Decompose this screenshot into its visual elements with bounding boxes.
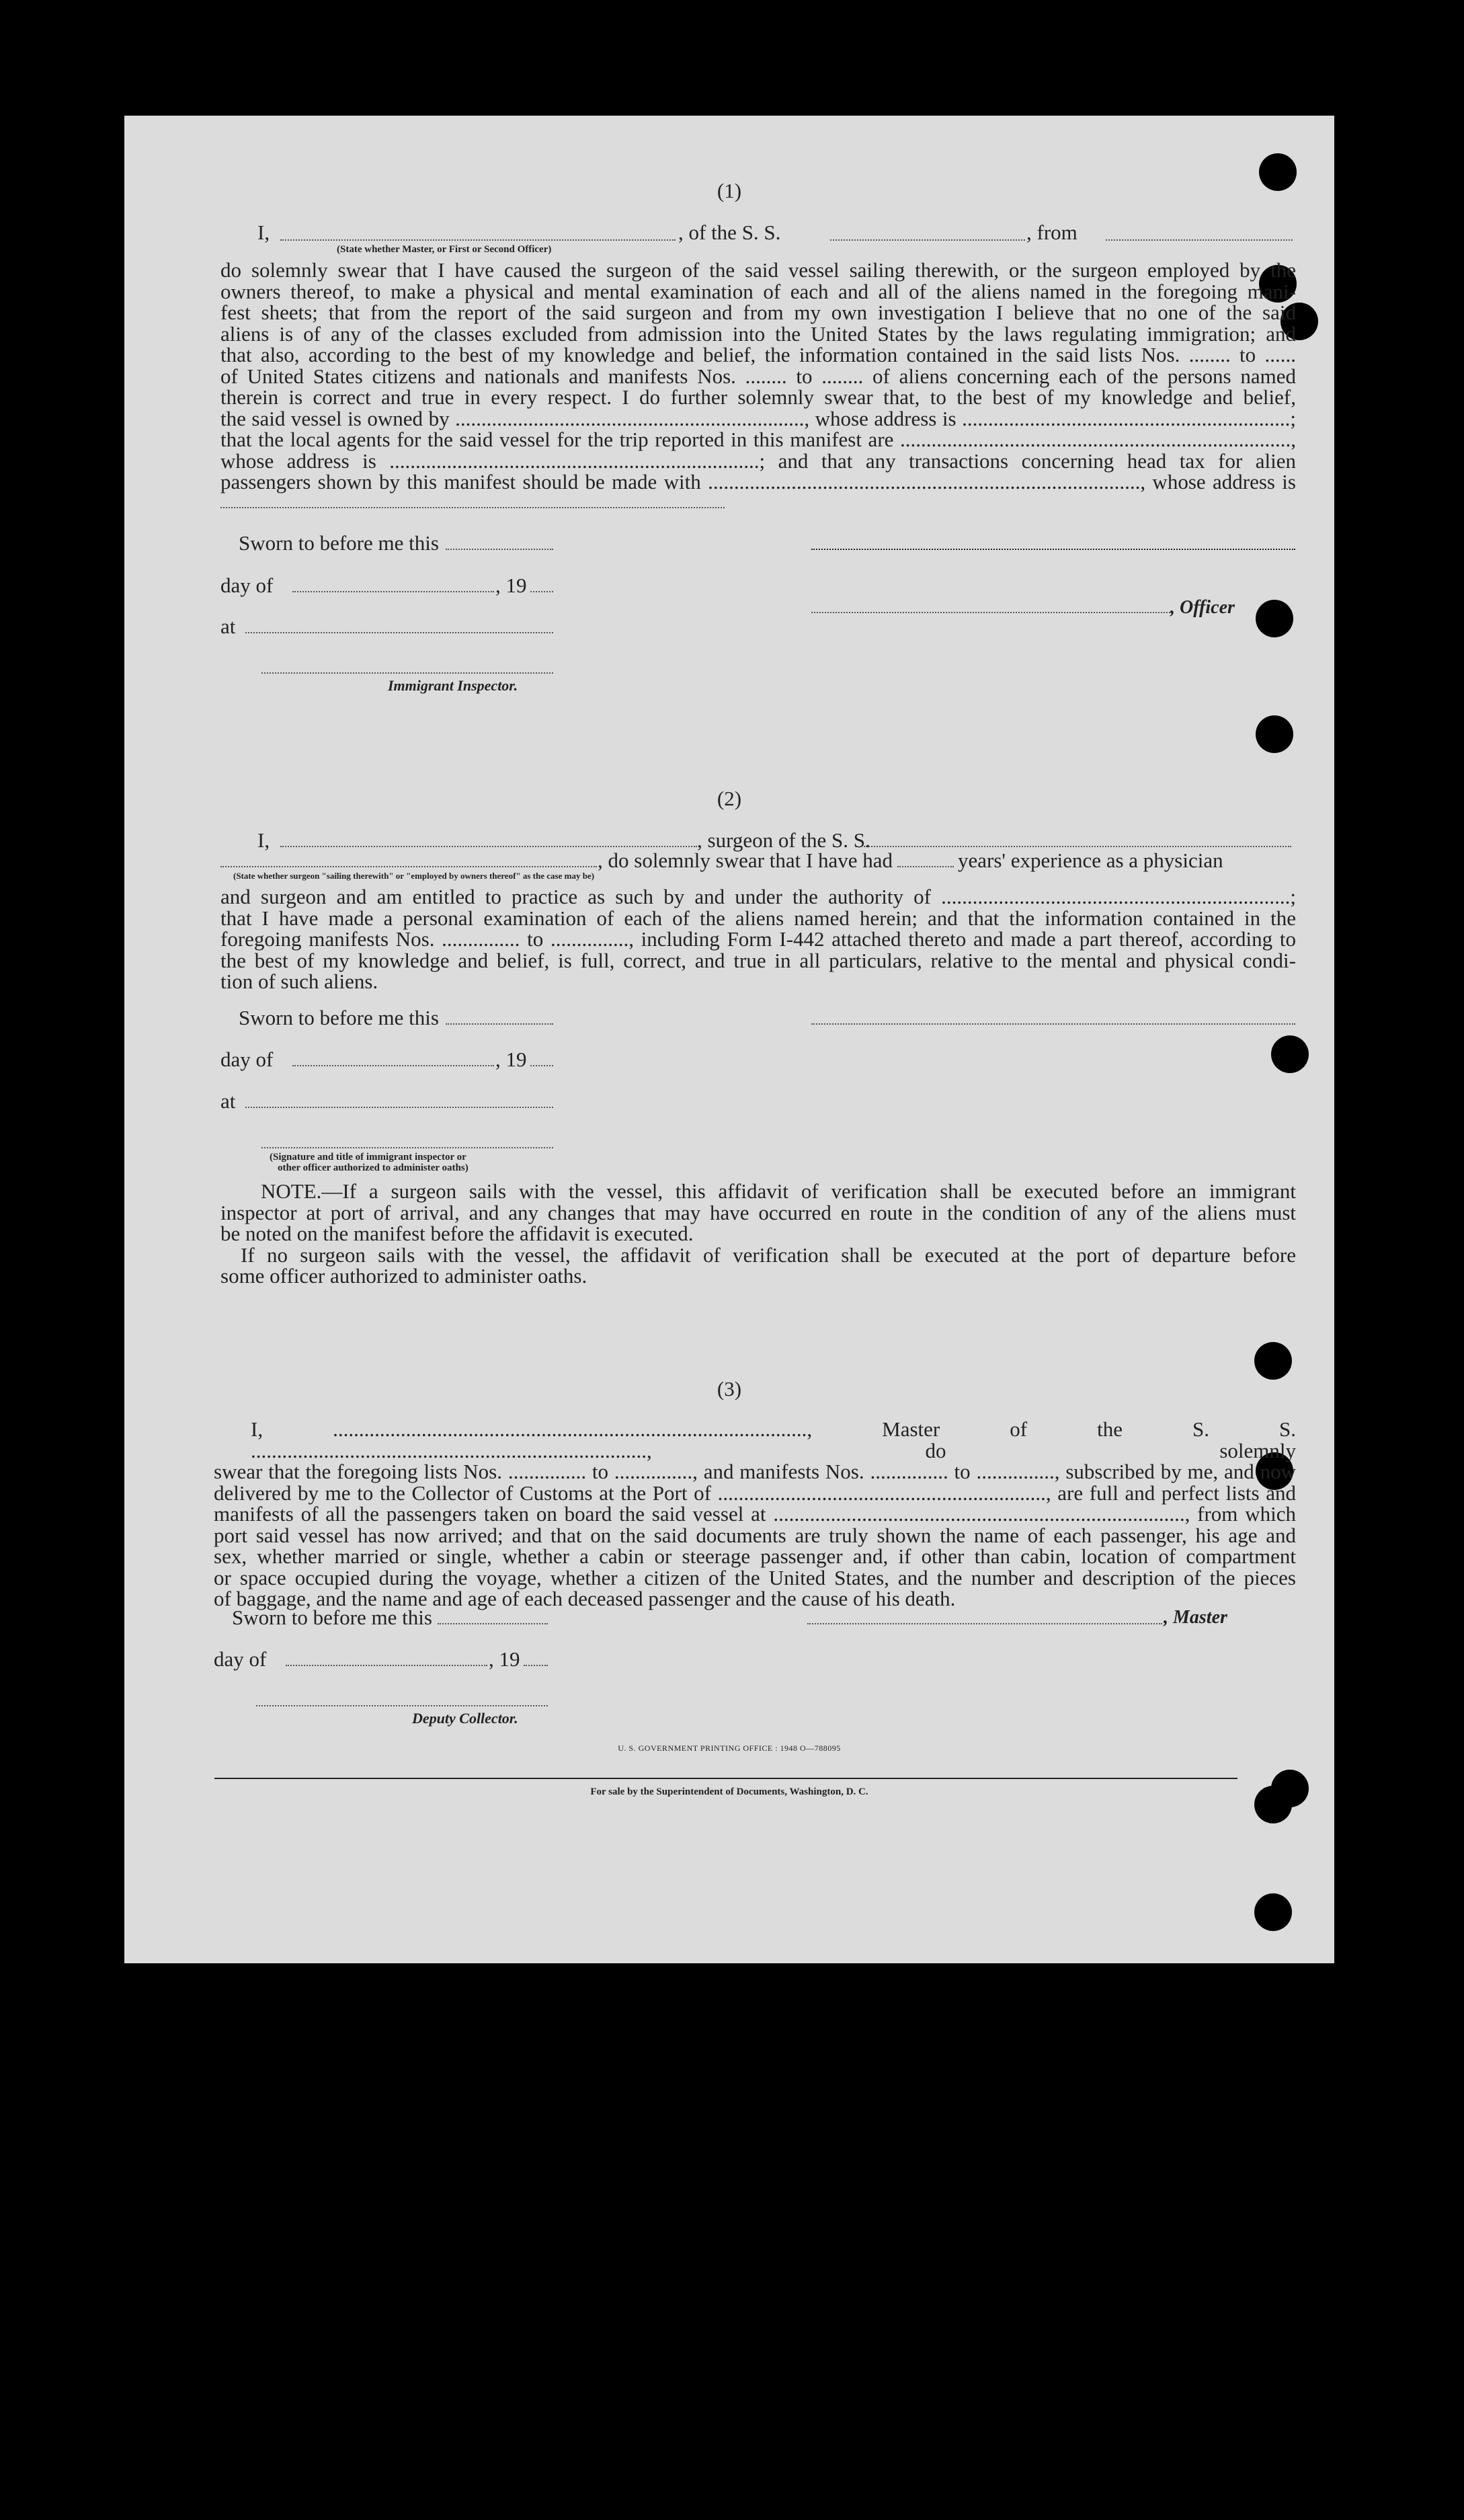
s1-day-blank: [292, 591, 494, 592]
punch-hole: [1254, 1342, 1292, 1380]
s3-oath-paragraph: I, ..........................................................................................., Master of the S. S. ............................................................................, do solemnly swear that the foregoing lists Nos. ............... to ..............., and manifests Nos. ............... to ..............., subscribed by me, and now delivered by me to the Collector of Customs at the Port of ..............................................................., are full and perfect lists and manifests of all the passengers taken on board the said vessel at ..............................................................................., from which port said vessel has now arrived; and that on the said documents are truly shown the name of each passenger, his age and sex, whether married or single, whether a cabin or steerage passenger and, if other than cabin, location of compartment or space occupied during the voyage, whether a citizen of the United States, and the number and description of the pieces of baggage, and the name and age of each deceased passenger and the cause of his death.: [214, 1417, 1296, 1610]
s2-line1-i: I,: [257, 828, 270, 852]
s3-collector-blank: [256, 1705, 548, 1706]
s2-inspector-blank: [261, 1147, 553, 1148]
s1-year: , 19: [495, 574, 527, 597]
s2-at: at: [220, 1089, 236, 1113]
s2-name-blank: [280, 846, 697, 847]
punch-hole: [1254, 1893, 1292, 1931]
s1-sworn-blank: [446, 549, 553, 550]
s1-officer-label: , Officer: [1170, 597, 1235, 618]
s2-note-paragraph: NOTE.—If a surgeon sails with the vessel, this affidavit of verification shall be executed before an immigrant inspector at port of arrival, and any changes that may have occurred en route in the condition of any of the aliens must be noted on the manifest before the affidavit is executed. If no surgeon sails with the vessel, the affidavit of verification shall be executed at the port of departure before some officer authorized to administer oaths.: [220, 1179, 1296, 1288]
printing-office-imprint: U. S. GOVERNMENT PRINTING OFFICE : 1948 O—788095: [618, 1743, 841, 1753]
s3-day-blank: [286, 1665, 487, 1666]
s3-day-of: day of: [214, 1647, 267, 1671]
s3-master-blank: [807, 1623, 1162, 1624]
s1-officer-signature-line: [811, 549, 1295, 550]
sale-notice: For sale by the Superintendent of Documents, Washington, D. C.: [590, 1786, 868, 1797]
s2-sworn-blank: [446, 1023, 553, 1025]
s3-sworn-blank: [438, 1623, 548, 1624]
s1-line1-ship: , of the S. S.: [678, 221, 781, 244]
s1-officer-blank: [280, 239, 676, 241]
s2-surgeon-note: (State whether surgeon "sailing therewith" or "employed by owners thereof" as the case may be): [233, 871, 595, 881]
s2-sig-note-1: (Signature and title of immigrant inspector or: [270, 1152, 466, 1163]
s2-sworn-label: Sworn to before me this: [239, 1006, 439, 1029]
s1-at-blank: [245, 632, 553, 633]
s2-line2-swear: , do solemnly swear that I have had: [598, 849, 893, 872]
s2-status-blank: [220, 866, 597, 867]
s2-day-blank: [292, 1065, 494, 1066]
s2-at-blank: [245, 1107, 553, 1108]
s2-years-blank: [897, 866, 954, 867]
s1-officer-note: (State whether Master, or First or Second Officer): [337, 244, 552, 255]
footer-rule: [214, 1778, 1237, 1779]
s1-officer-blank-2: [811, 612, 1170, 613]
s1-ship-blank: [830, 239, 1025, 241]
s3-year: , 19: [489, 1647, 520, 1671]
s2-year: , 19: [495, 1048, 527, 1071]
s1-year-blank: [530, 591, 553, 592]
s1-line1-i: I,: [257, 221, 270, 244]
s2-line1-surgeon: , surgeon of the S. S.: [697, 828, 870, 852]
punch-hole: [1256, 715, 1293, 753]
section-1-number: (1): [717, 179, 742, 202]
s2-oath-paragraph: and surgeon and am entitled to practice as such by and under the authority of ...................................................................; that I have made a personal examination of each of the aliens named herein; and that the information contained in the foregoing manifests Nos. ............... to ..............., including Form I-442 attached thereto and made a part thereof, according to the best of my knowledge and belief, is full, correct, and true in all particulars, relative to the mental and physical condi- tion of such aliens.: [220, 885, 1296, 993]
s1-address-blank: [220, 507, 725, 508]
s2-day-of: day of: [220, 1048, 274, 1071]
s1-from-blank: [1106, 239, 1293, 241]
s2-sig-note-2: other officer authorized to administer oaths): [278, 1163, 469, 1173]
s1-at: at: [220, 615, 236, 638]
section-3-number: (3): [717, 1377, 742, 1401]
s3-sworn-label: Sworn to before me this: [232, 1606, 432, 1629]
punch-hole: [1271, 1035, 1309, 1073]
s1-inspector-label: Immigrant Inspector.: [388, 677, 518, 694]
s1-line1-from: , from: [1026, 221, 1077, 244]
s2-line2-years: years' experience as a physician: [958, 849, 1223, 872]
s2-ship-blank: [864, 846, 1291, 847]
punch-hole: [1256, 600, 1293, 637]
s1-day-of: day of: [220, 574, 274, 597]
s3-master-label: , Master: [1164, 1607, 1227, 1628]
section-2-number: (2): [717, 787, 742, 810]
s2-year-blank: [530, 1065, 553, 1066]
s2-surgeon-signature-line: [811, 1023, 1295, 1025]
s3-collector-label: Deputy Collector.: [412, 1710, 518, 1727]
s1-oath-paragraph: do solemnly swear that I have caused the surgeon of the said vessel sailing therewith, or the surgeon employed by the owners thereof, to make a physical and mental examination of each and all of the aliens named in the foregoing mani- fest sheets; that from the report of the said surgeon and from my own investigation I believe that no one of the said aliens is of any of the classes excluded from admission into the United States by the laws regulating immigration; and that also, according to the best of my knowledge and belief, the information contained in the said lists Nos. ........ to ...... of United States citizens and nationals and manifests Nos. ........ to ........ of aliens concerning each of the persons named therein is correct and true in every respect. I do further solemnly swear that, to the best of my knowledge and belief, the said vessel is owned by ..................................................................., whose address is ...............................................................; that the local agents for the said vessel for the trip reported in this manifest are ..........................................................................., whose address is .......................................................................; and that any transactions concerning head tax for alien passengers shown by this manifest should be made with ..................................................................................., whose address is: [220, 258, 1296, 494]
form-page: [124, 116, 1334, 1963]
s1-sworn-label: Sworn to before me this: [239, 531, 439, 555]
s3-year-blank: [524, 1665, 548, 1666]
s1-inspector-blank: [261, 672, 553, 674]
